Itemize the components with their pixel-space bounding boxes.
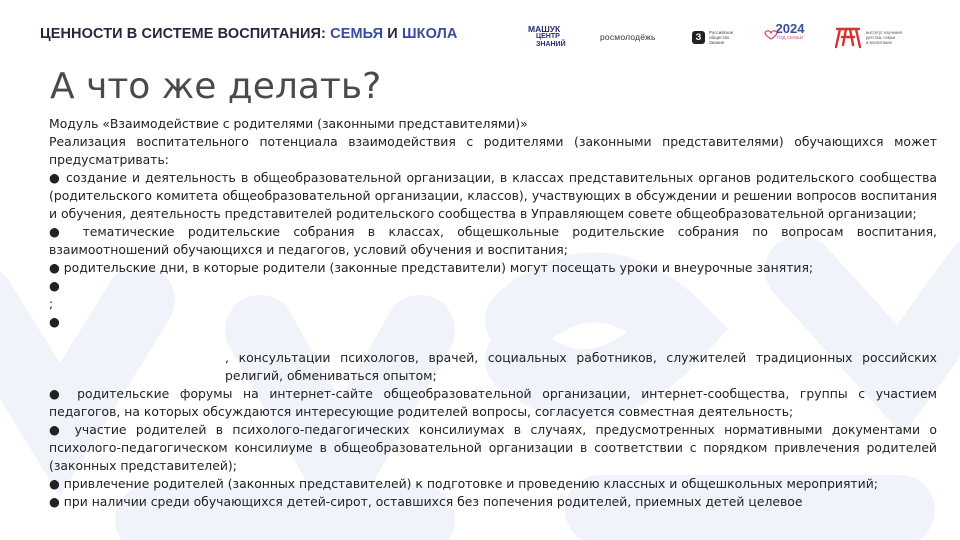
heart-icon: [764, 30, 778, 40]
intro-paragraph: Реализация воспитательного потенциала взаимодействия с родителями (законными представителями) обучающихся может предусматривать:: [49, 134, 937, 167]
znanie-logo: [692, 22, 748, 52]
list-item-committees: ● создание и деятельность в общеобразовательной организации, в классах представительных органов родительского сообщества (родительского комитета общеобразовательной организации, классов), участвующих в обсуждении и решении вопросов воспитания и обучения, деятельность представителей родительского сообщества в Управляющем совете общеобразовательной организации;: [49, 170, 937, 221]
list-item-meetings: ● тематические родительские собрания в классах, общешкольные родительские собрания по вопросам воспитания, взаимоотношений обучающихся и педагогов, условий обучения и воспитания;: [49, 224, 937, 257]
body-text: [49, 115, 937, 511]
znanie-logo-text: [709, 30, 733, 45]
header-title-and: И: [387, 26, 398, 42]
year-of-family-sub: ГОД СЕМЬИ: [776, 35, 804, 40]
year-of-family-number: 2024: [775, 21, 805, 36]
institute-icon: [834, 25, 862, 49]
institute-logo-text: [866, 30, 902, 45]
institute-logo-line1: институт изучения: [866, 29, 902, 35]
znanie-logo-line3: Знание: [709, 39, 725, 45]
institute-logo-line2: детства, семьи: [866, 34, 896, 40]
mashuk-logo-line2: ЦЕНТР: [536, 33, 560, 40]
mashuk-logo: [528, 22, 578, 52]
header-title-school: ШКОЛА: [401, 26, 458, 42]
header-title-main: ЦЕННОСТИ В СИСТЕМЕ ВОСПИТАНИЯ:: [40, 26, 326, 42]
list-item-hidden-a: ●: [49, 278, 60, 293]
znanie-logo-icon: З: [692, 31, 705, 44]
header-title-family: СЕМЬЯ: [330, 26, 384, 42]
header-title: [40, 26, 457, 42]
mashuk-logo-line3: ЗНАНИЙ: [536, 41, 566, 48]
watermark-shape-bottom: [150, 510, 900, 520]
list-item-parent-days: ● родительские дни, в которые родители (законные представители) могут посещать уроки и внеурочные занятия;: [49, 260, 814, 275]
institute-logo-line3: и воспитания: [866, 39, 892, 45]
year-of-family-logo: [772, 22, 808, 52]
institute-logo: [834, 22, 914, 52]
mashuk-logo-line1: МАШУК: [528, 24, 561, 34]
list-item-hidden-b: ●: [49, 314, 60, 329]
list-item-consilium: ● участие родителей в психолого-педагогических консилиумах в случаях, предусмотренных нормативными документами о психолого-педагогическом консилиуме в общеобразовательной организации в соответствии с порядком привлечения родителей (законных представителей);: [49, 422, 937, 473]
page-title: А что же делать?: [50, 66, 382, 107]
list-item-orphans: ● при наличии среди обучающихся детей-сирот, оставшихся без попечения родителей, приемных детей целевое: [49, 494, 803, 509]
znanie-logo-line2: общество: [709, 34, 730, 40]
list-item-hidden-a-end: ;: [49, 296, 54, 311]
rosmolodezh-logo: [600, 22, 656, 52]
header-bar: [0, 0, 960, 70]
module-heading: Модуль «Взаимодействие с родителями (законными представителями)»: [49, 116, 528, 131]
znanie-logo-line1: Российское: [709, 29, 734, 35]
list-item-events: ● привлечение родителей (законных представителей) к подготовке и проведению классных и общешкольных мероприятий;: [49, 476, 878, 491]
faded-line: [49, 331, 937, 349]
list-item-forums: ● родительские форумы на интернет-сайте общеобразовательной организации, интернет-сообщества, группы с участием педагогов, на которых обсуждаются интересующие родителей вопросы, согласуется совместная деятельность;: [49, 386, 937, 419]
rosmolodezh-logo-text: росмолодёжь: [600, 32, 656, 42]
list-item-consultations: , консультации психологов, врачей, социальных работников, служителей традиционных российских религий, обмениваться опытом;: [225, 350, 937, 383]
